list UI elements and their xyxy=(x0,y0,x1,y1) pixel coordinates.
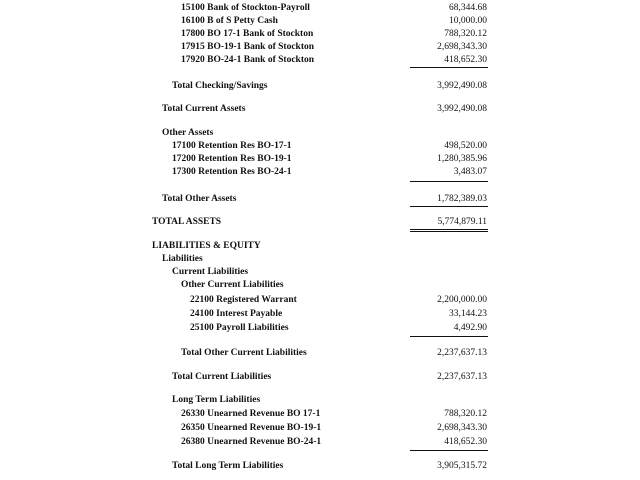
subtotal-row xyxy=(0,103,640,115)
subtotal-row xyxy=(0,193,640,205)
line-item xyxy=(0,153,640,165)
section-heading xyxy=(0,240,640,252)
account-label: 26330 Unearned Revenue BO 17-1 xyxy=(181,409,321,419)
section-heading xyxy=(0,266,640,278)
account-label: 25100 Payroll Liabilities xyxy=(190,323,289,333)
account-amount: 3,483.07 xyxy=(453,167,487,177)
section-heading xyxy=(0,279,640,291)
section-label: Long Term Liabilities xyxy=(172,395,261,405)
line-item xyxy=(0,422,640,434)
line-item xyxy=(0,322,640,334)
account-amount: 2,698,343.30 xyxy=(437,423,487,433)
account-label: 16100 B of S Petty Cash xyxy=(181,16,278,26)
account-label: 17915 BO-19-1 Bank of Stockton xyxy=(181,42,315,52)
account-label: 15100 Bank of Stockton-Payroll xyxy=(181,3,310,13)
subtotal-label: Total Current Assets xyxy=(162,104,246,114)
subtotal-amount: 2,237,637.13 xyxy=(437,348,487,358)
total-label: TOTAL ASSETS xyxy=(152,217,222,227)
subtotal-rule xyxy=(410,67,488,68)
subtotal-amount: 3,992,490.08 xyxy=(437,81,487,91)
double-total-rule xyxy=(410,229,488,232)
subtotal-label: Total Long Term Liabilities xyxy=(172,461,284,471)
account-amount: 1,280,385.96 xyxy=(437,154,487,164)
account-amount: 68,344.68 xyxy=(449,3,487,13)
subtotal-label: Total Other Current Liabilities xyxy=(181,348,307,358)
section-label: Current Liabilities xyxy=(172,267,249,277)
subtotal-rule xyxy=(410,181,488,182)
account-amount: 418,652.30 xyxy=(444,55,487,65)
line-item xyxy=(0,140,640,152)
line-item xyxy=(0,308,640,320)
account-label: 17200 Retention Res BO-19-1 xyxy=(172,154,292,164)
account-label: 26380 Unearned Revenue BO-24-1 xyxy=(181,437,322,447)
subtotal-label: Total Checking/Savings xyxy=(172,81,268,91)
line-item xyxy=(0,28,640,40)
account-label: 17100 Retention Res BO-17-1 xyxy=(172,141,292,151)
account-amount: 498,520.00 xyxy=(444,141,487,151)
total-amount: 5,774,879.11 xyxy=(437,217,487,227)
subtotal-row xyxy=(0,460,640,472)
account-amount: 2,200,000.00 xyxy=(437,295,487,305)
line-item xyxy=(0,54,640,66)
account-label: 26350 Unearned Revenue BO-19-1 xyxy=(181,423,322,433)
subtotal-row xyxy=(0,80,640,92)
line-item xyxy=(0,436,640,448)
section-heading xyxy=(0,127,640,139)
account-label: 24100 Interest Payable xyxy=(190,309,283,319)
line-item xyxy=(0,15,640,27)
subtotal-rule xyxy=(410,450,488,451)
subtotal-amount: 1,782,389.03 xyxy=(437,194,487,204)
account-label: 17800 BO 17-1 Bank of Stockton xyxy=(181,29,314,39)
account-label: 17920 BO-24-1 Bank of Stockton xyxy=(181,55,315,65)
section-label: Other Assets xyxy=(162,128,214,138)
subtotal-amount: 2,237,637.13 xyxy=(437,372,487,382)
line-item xyxy=(0,41,640,53)
account-amount: 33,144.23 xyxy=(449,309,487,319)
account-amount: 418,652.30 xyxy=(444,437,487,447)
total-row xyxy=(0,216,640,228)
account-amount: 4,492.90 xyxy=(453,323,487,333)
line-item xyxy=(0,408,640,420)
subtotal-amount: 3,905,315.72 xyxy=(437,461,487,471)
subtotal-rule xyxy=(410,336,488,337)
subtotal-row xyxy=(0,371,640,383)
line-item xyxy=(0,2,640,14)
section-heading xyxy=(0,394,640,406)
subtotal-row xyxy=(0,347,640,359)
line-item xyxy=(0,294,640,306)
section-label: Liabilities xyxy=(162,254,203,264)
account-amount: 2,698,343.30 xyxy=(437,42,487,52)
subtotal-amount: 3,992,490.08 xyxy=(437,104,487,114)
account-amount: 788,320.12 xyxy=(444,409,487,419)
account-label: 17300 Retention Res BO-24-1 xyxy=(172,167,292,177)
subtotal-label: Total Current Liabilities xyxy=(172,372,272,382)
account-label: 22100 Registered Warrant xyxy=(190,295,297,305)
account-amount: 10,000.00 xyxy=(449,16,487,26)
section-label: LIABILITIES & EQUITY xyxy=(152,241,261,251)
subtotal-label: Total Other Assets xyxy=(162,194,237,204)
line-item xyxy=(0,166,640,178)
section-label: Other Current Liabilities xyxy=(181,280,284,290)
account-amount: 788,320.12 xyxy=(444,29,487,39)
subtotal-rule xyxy=(410,206,488,207)
section-heading xyxy=(0,253,640,265)
